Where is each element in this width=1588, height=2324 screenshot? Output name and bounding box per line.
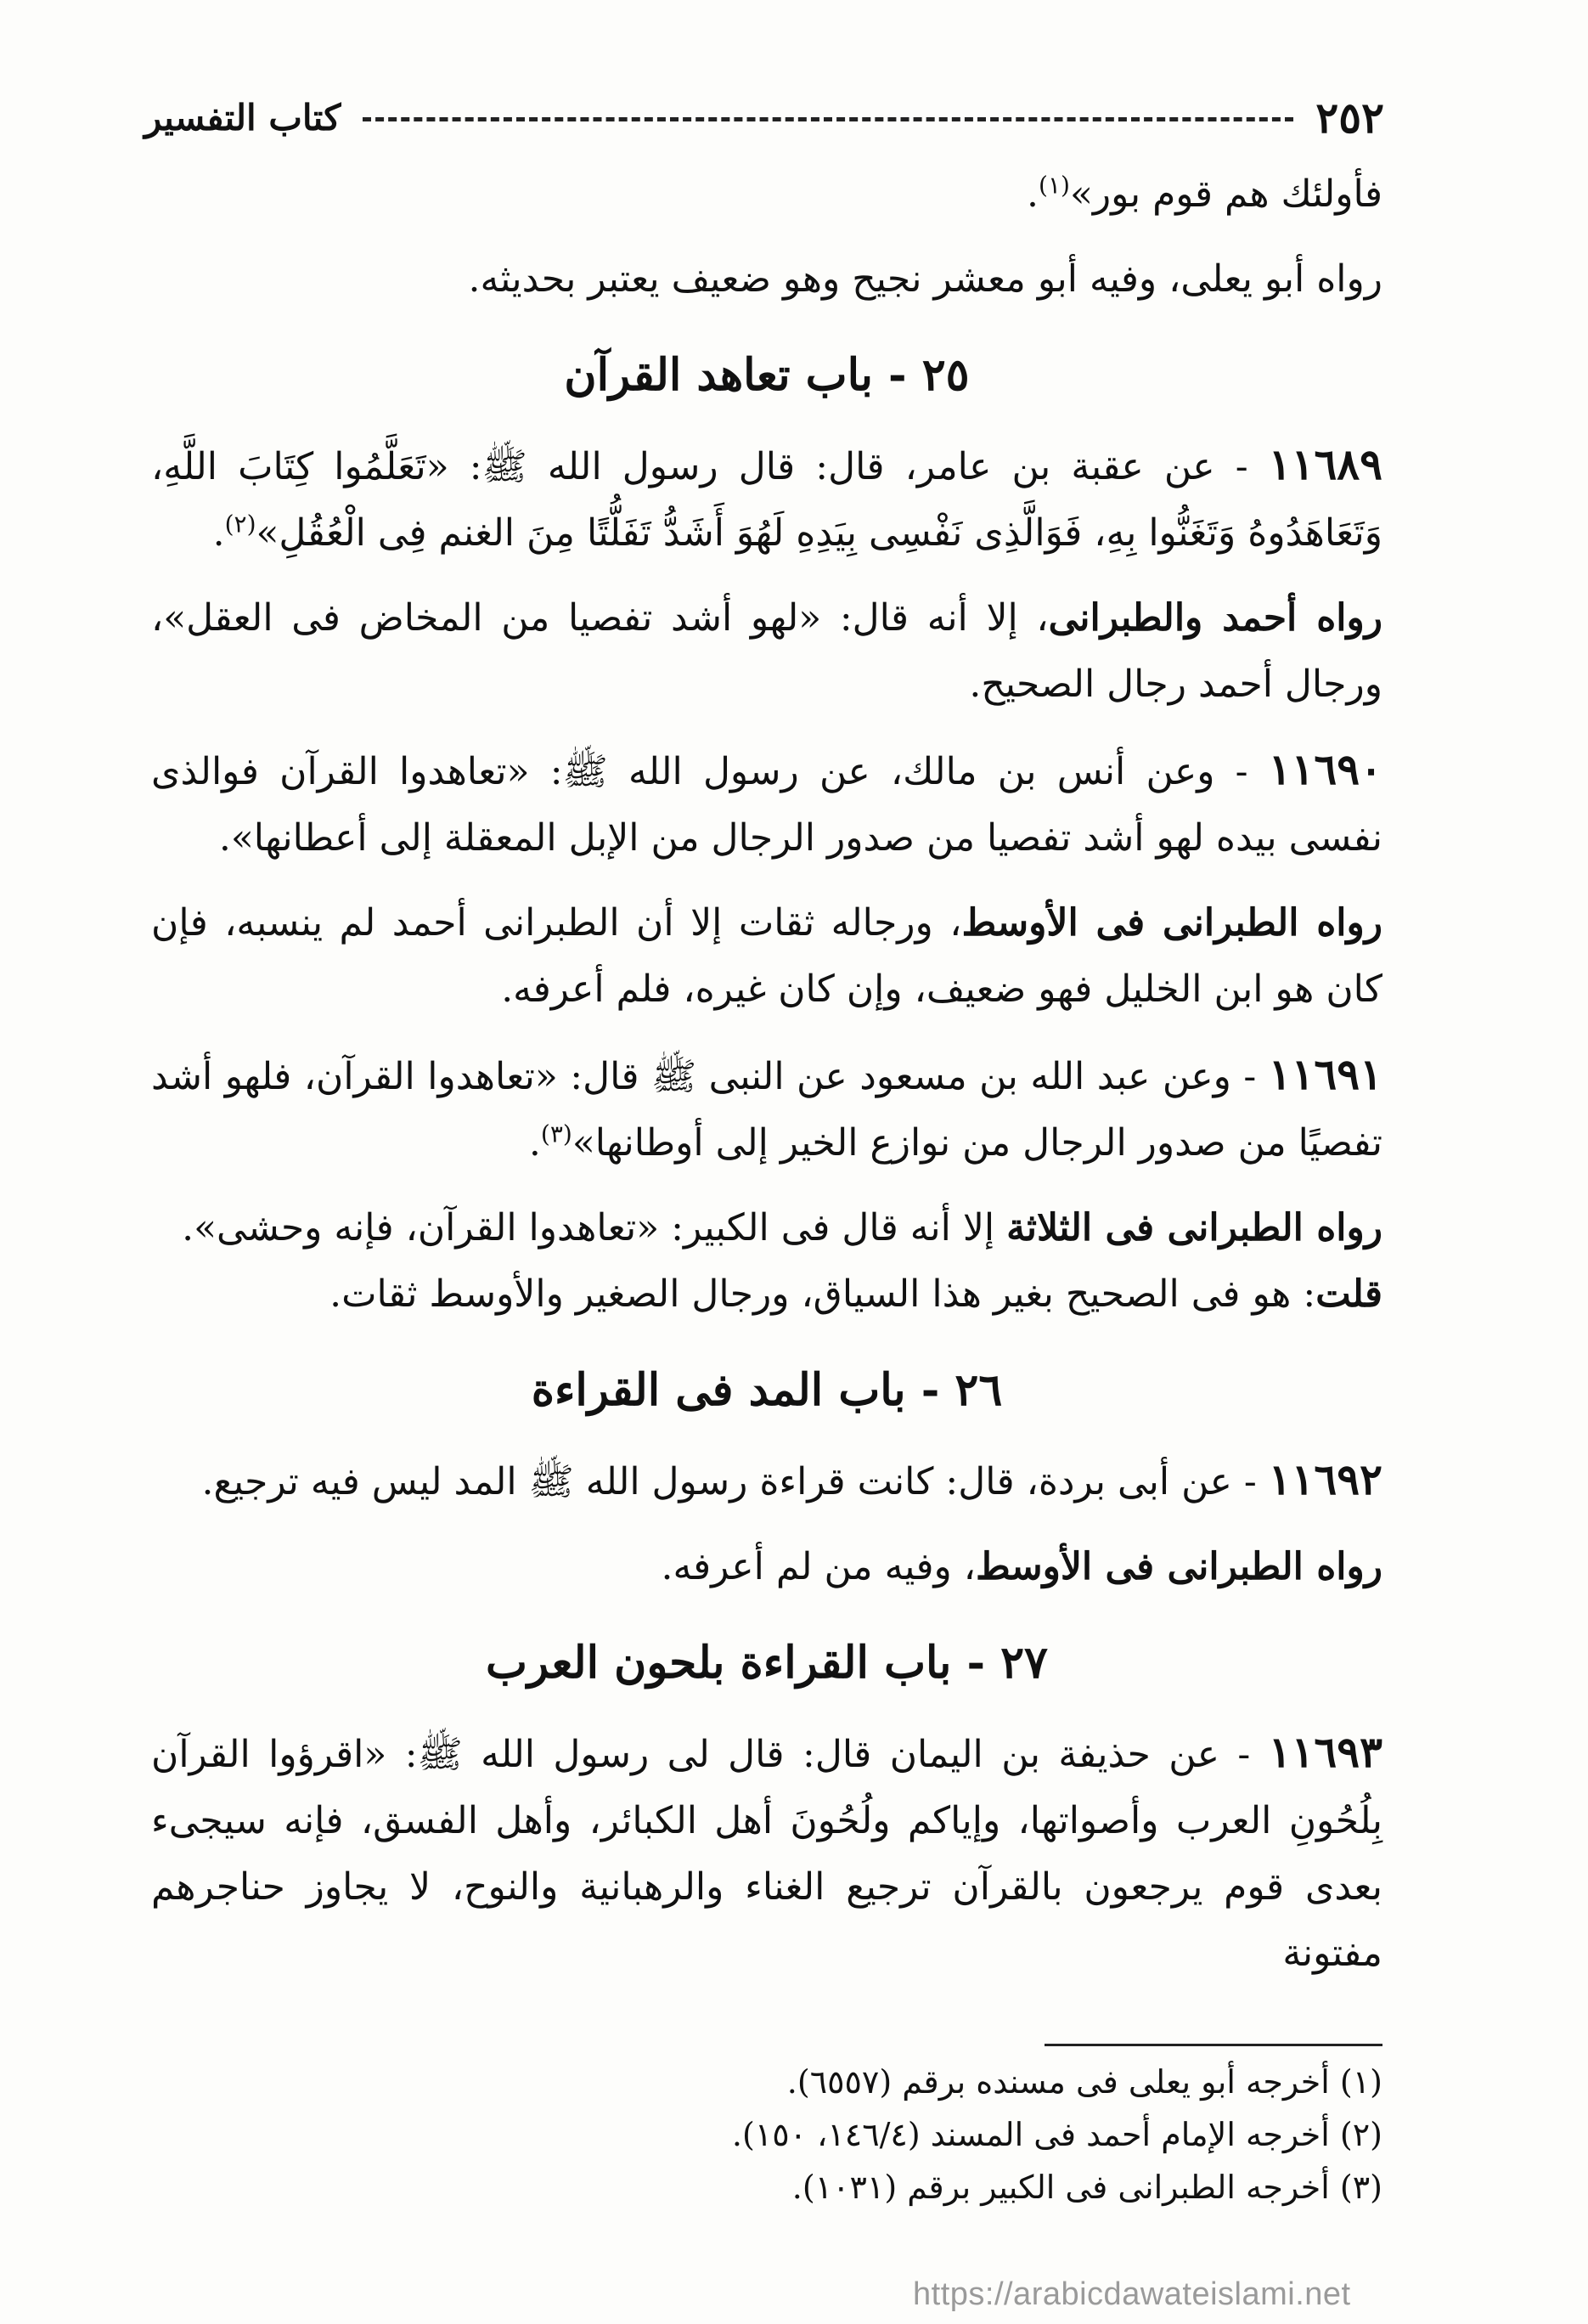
hadith-text: - عن عقبة بن عامر، قال: قال رسول الله ﷺ: «تَعَلَّمُوا كِتَابَ اللَّهِ، وَتَعَاهَدُوهُ وَتَغَنُّوا بِهِ، فَوَالَّذِى نَفْسِى بِيَدِهِ لَهُوَ أَشَدُّ تَفَلُّتًا مِنَ الغنم فِى الْعُقُلِ» <box>151 445 1382 555</box>
hadith-11693 <box>151 1719 1382 1987</box>
footnote-1: (١) أخرجه أبو يعلى فى مسنده برقم (٦٥٥٧). <box>786 2063 1382 2101</box>
source-label: رواه أحمد والطبرانى <box>1048 596 1382 640</box>
source-label: رواه الطبرانى فى الأوسط <box>975 1545 1382 1588</box>
hadith-number: ١١٦٩٠ <box>1268 744 1382 794</box>
header-dashed-rule <box>363 117 1293 121</box>
page-header <box>144 92 1384 143</box>
source-text: إلا أنه قال فى الكبير: «تعاهدوا القرآن، فإنه وحشى». <box>182 1206 1007 1249</box>
book-title: كتاب التفسير <box>144 96 341 138</box>
hadith-end: . <box>212 511 225 555</box>
page-number: ٢٥٢ <box>1315 92 1384 143</box>
hadith-number: ١١٦٩٣ <box>1268 1727 1382 1777</box>
chapter-heading-26: ٢٦ - باب المد فى القراءة <box>531 1364 1003 1416</box>
hadith-11691 <box>151 1041 1382 1176</box>
source-label: رواه الطبرانى فى الثلاثة <box>1006 1206 1382 1249</box>
continuation-end: . <box>1027 172 1039 216</box>
source-note <box>151 1534 1382 1600</box>
hadith-11690 <box>151 736 1382 872</box>
source-text: ، ورجاله ثقات إلا أن الطبرانى أحمد لم ينسبه، فإن كان هو ابن الخليل فهو ضعيف، وإن كان غيره، فلم أعرفه. <box>151 901 1382 1011</box>
source-note <box>151 1195 1382 1261</box>
footnote-marker-2: (٢) <box>224 510 256 539</box>
continuation-text: فأولئك هم قوم بور» <box>1069 172 1382 216</box>
source-note <box>151 890 1382 1023</box>
commentary-note <box>151 1261 1382 1328</box>
main-text <box>151 161 1382 2005</box>
paragraph-continuation <box>151 161 1382 228</box>
watermark-url: https://arabicdawateislami.net <box>913 2276 1351 2312</box>
source-text: ، إلا أنه قال: «لهو أشد تفصيا من المخاض فى العقل»، ورجال أحمد رجال الصحيح. <box>151 596 1382 706</box>
footnotes <box>151 2056 1382 2214</box>
hadith-11692 <box>151 1447 1382 1515</box>
commentary-text: : هو فى الصحيح بغير هذا السياق، ورجال الصغير والأوسط ثقات. <box>329 1272 1316 1316</box>
source-label: رواه الطبرانى فى الأوسط <box>961 901 1383 945</box>
hadith-end: . <box>528 1121 541 1165</box>
hadith-number: ١١٦٩٢ <box>1268 1454 1382 1504</box>
hadith-number: ١١٦٩١ <box>1268 1049 1382 1099</box>
footnote-marker-3: (٣) <box>540 1120 572 1148</box>
hadith-number: ١١٦٨٩ <box>1268 439 1383 489</box>
hadith-text: - عن أبى بردة، قال: كانت قراءة رسول الله ﷺ المد ليس فيه ترجيع. <box>201 1460 1269 1503</box>
chapter-heading-25: ٢٥ - باب تعاهد القرآن <box>564 349 970 401</box>
source-note <box>151 585 1382 718</box>
source-text: ، وفيه من لم أعرفه. <box>661 1545 976 1588</box>
footnote-2: (٢) أخرجه الإمام أحمد فى المسند (١٤٦/٤، ١٥٠). <box>731 2116 1382 2153</box>
hadith-text: - عن حذيفة بن اليمان قال: قال لى رسول الله ﷺ: «اقرؤوا القرآن بِلُحُونِ العرب وأصواتها، وإياكم ولُحُونَ أهل الكبائر، وأهل الفسق، فإنه سيجىء بعدى قوم يرجعون بالقرآن ترجيع الغناء والرهبانية والنوح، لا يجاوز حناجرهم مفتونة <box>151 1733 1382 1975</box>
footnote-divider <box>1045 2044 1382 2046</box>
source-note: رواه أبو يعلى، وفيه أبو معشر نجيح وهو ضعيف يعتبر بحديثه. <box>468 257 1382 301</box>
hadith-text: - وعن أنس بن مالك، عن رسول الله ﷺ: «تعاهدوا القرآن فوالذى نفسى بيده لهو أشد تفصيا من صدور الرجال من الإبل المعقلة إلى أعطانها». <box>151 750 1382 860</box>
footnote-marker-1: (١) <box>1039 171 1070 200</box>
hadith-text: - وعن عبد الله بن مسعود عن النبى ﷺ قال: «تعاهدوا القرآن، فلهو أشد تفصيًا من صدور الرجال من نوازع الخير إلى أوطانها» <box>151 1055 1382 1165</box>
qult-label: قلت <box>1315 1272 1382 1316</box>
footnote-3: (٣) أخرجه الطبرانى فى الكبير برقم (١٠٣١). <box>791 2169 1382 2206</box>
chapter-heading-27: ٢٧ - باب القراءة بلحون العرب <box>486 1637 1048 1689</box>
hadith-11689 <box>151 432 1382 567</box>
